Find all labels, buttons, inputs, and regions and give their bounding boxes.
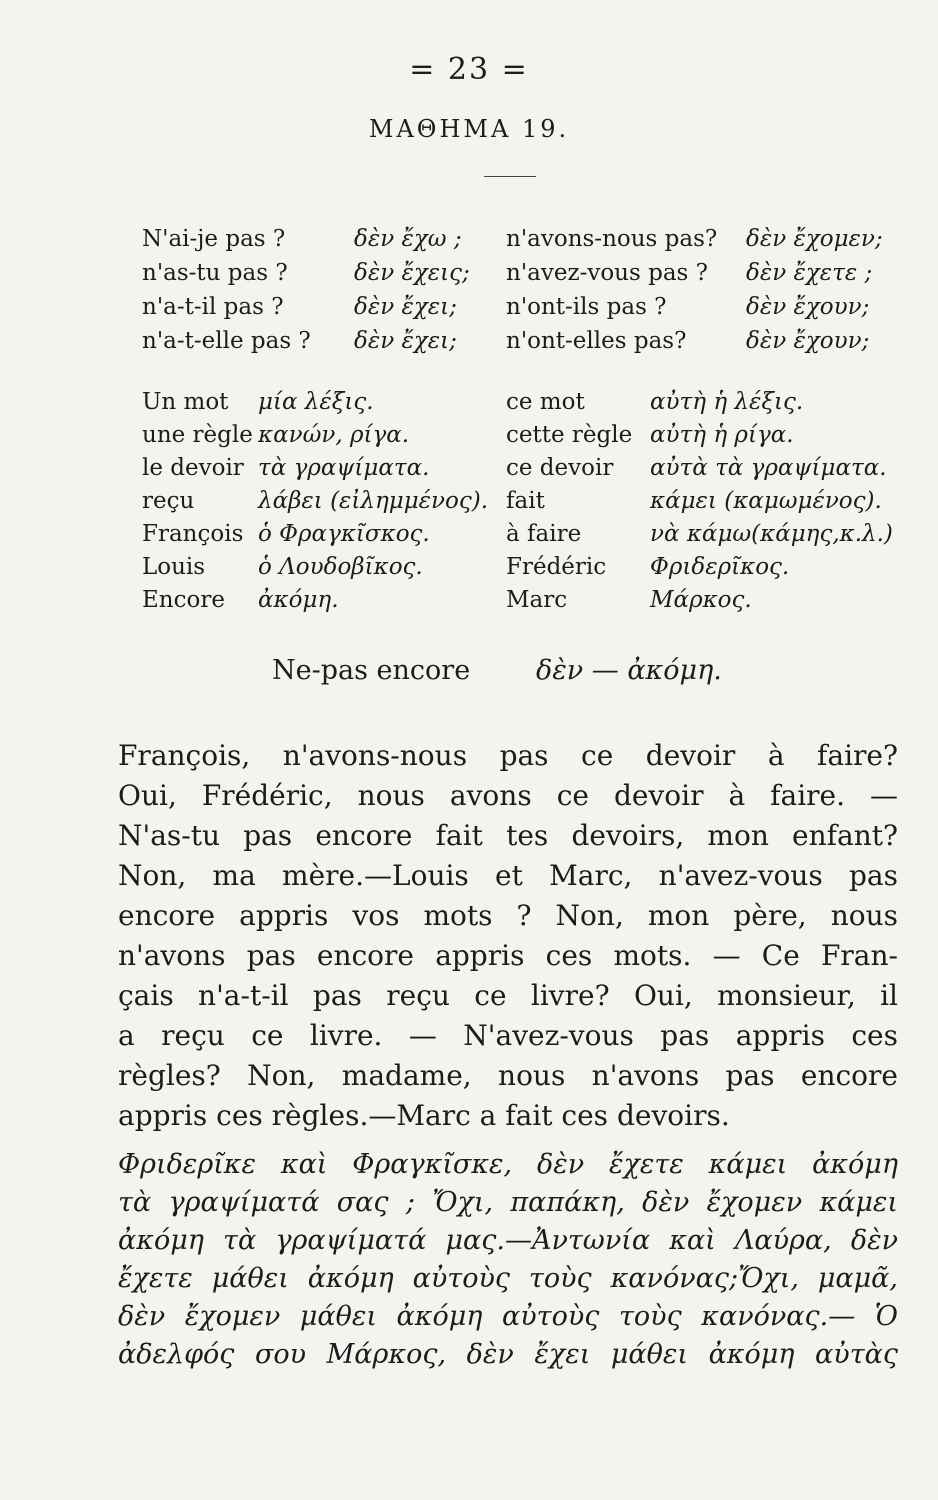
vocab-row (142, 485, 902, 518)
gr-word: κάμει (καμωμένος). (650, 488, 882, 514)
fr-singular: n'a-t-elle pas ? (142, 328, 311, 354)
fr-plural: n'ont-ils pas ? (506, 294, 667, 320)
fr-word: le devoir (142, 455, 244, 481)
fr-word: Un mot (142, 389, 229, 415)
text-line: τὰ γραψίματά σας ; Ὄχι, παπάκη, δὲν ἔχομεν κάμει (118, 1187, 898, 1218)
gr-word: τὰ γραψίματα. (258, 455, 430, 481)
text-line: n'avons pas encore appris ces mots. — Ce Fran- (118, 939, 898, 972)
gr-word: λάβει (εἰλημμένος). (258, 488, 488, 514)
text-line: N'as-tu pas encore fait tes devoirs, mon enfant? (118, 819, 898, 852)
text-line: ἀδελφός σου Μάρκος, δὲν ἔχει μάθει ἀκόμη αὐτὰς (118, 1339, 898, 1370)
gr-word: αὐτὰ τὰ γραψίματα. (650, 455, 887, 481)
fr-word: une règle (142, 422, 253, 448)
vocab-row (142, 584, 902, 617)
vocab-row (142, 419, 902, 452)
gr-word: ἀκόμη. (258, 587, 339, 613)
text-line: a reçu ce livre. — N'avez-vous pas appris ces (118, 1019, 898, 1052)
text-line: δὲν ἔχομεν μάθει ἀκόμη αὐτοὺς τοὺς κανόνας.— Ὁ (118, 1301, 898, 1332)
fr-word: Louis (142, 554, 206, 580)
conjugation-row (142, 256, 902, 290)
fr-singular: N'ai-je pas ? (142, 226, 286, 252)
gr-word: νὰ κάμω(κάμης,κ.λ.) (650, 521, 893, 547)
text-line: çais n'a-t-il pas reçu ce livre? Oui, monsieur, il (118, 979, 898, 1012)
conjugation-row (142, 222, 902, 256)
fr-word: ce mot (506, 389, 585, 415)
vocab-row (142, 518, 902, 551)
gr-singular: δὲν ἔχω ; (354, 226, 462, 252)
fr-word: ce devoir (506, 455, 614, 481)
gr-word: Φριδερῖκος. (650, 554, 790, 580)
text-line: François, n'avons-nous pas ce devoir à faire? (118, 739, 898, 772)
fr-word: reçu (142, 488, 195, 514)
text-line: Non, ma mère.—Louis et Marc, n'avez-vous pas (118, 859, 898, 892)
gr-plural: δὲν ἔχετε ; (746, 260, 873, 286)
fr-word: Marc (506, 587, 568, 613)
fr-word: fait (506, 488, 545, 514)
fr-plural: n'ont-elles pas? (506, 328, 687, 354)
fr-singular: n'as-tu pas ? (142, 260, 288, 286)
title-divider (484, 176, 536, 177)
ne-pas-french: Ne-pas encore (272, 655, 471, 686)
gr-singular: δὲν ἔχει; (354, 294, 457, 320)
gr-plural: δὲν ἔχουν; (746, 328, 870, 354)
vocabulary-table (142, 386, 902, 617)
text-line: règles? Non, madame, nous n'avons pas encore (118, 1059, 898, 1092)
fr-plural: n'avons-nous pas? (506, 226, 718, 252)
gr-word: αὐτὴ ἡ λέξις. (650, 389, 804, 415)
conjugation-row (142, 324, 902, 358)
gr-singular: δὲν ἔχει; (354, 328, 457, 354)
fr-word: Encore (142, 587, 225, 613)
fr-word: à faire (506, 521, 582, 547)
gr-plural: δὲν ἔχουν; (746, 294, 870, 320)
gr-singular: δὲν ἔχεις; (354, 260, 470, 286)
fr-word: Frédéric (506, 554, 607, 580)
greek-exercise (118, 1146, 898, 1374)
gr-word: κανών, ρίγα. (258, 422, 410, 448)
page-number: = 23 = (409, 52, 529, 87)
fr-word: François (142, 521, 244, 547)
conjugation-row (142, 290, 902, 324)
french-exercise (118, 736, 898, 1136)
conjugation-table (142, 222, 902, 358)
text-line: encore appris vos mots ? Non, mon père, nous (118, 899, 898, 932)
gr-word: μία λέξις. (258, 389, 374, 415)
text-line: ἔχετε μάθει ἀκόμη αὐτοὺς τοὺς κανόνας;Ὄχι, μαμᾶ, (118, 1263, 898, 1294)
ne-pas-greek: δὲν — ἀκόμη. (536, 655, 722, 686)
gr-word: ὁ Λουδοβῖκος. (258, 554, 423, 580)
fr-plural: n'avez-vous pas ? (506, 260, 708, 286)
vocab-row (142, 551, 902, 584)
lesson-title: ΜΑΘΗΜΑ 19. (368, 115, 570, 143)
gr-word: Μάρκος. (650, 587, 752, 613)
text-line: Oui, Frédéric, nous avons ce devoir à faire. — (118, 779, 898, 812)
text-line: ἀκόμη τὰ γραψίματά μας.—Ἀντωνία καὶ Λαύρα, δὲν (118, 1225, 898, 1256)
gr-word: ὁ Φραγκῖσκος. (258, 521, 430, 547)
fr-word: cette règle (506, 422, 633, 448)
gr-plural: δὲν ἔχομεν; (746, 226, 883, 252)
text-line: Φριδερῖκε καὶ Φραγκῖσκε, δὲν ἔχετε κάμει ἀκόμη (118, 1149, 898, 1180)
fr-singular: n'a-t-il pas ? (142, 294, 284, 320)
vocab-row (142, 386, 902, 419)
text-line: appris ces règles.—Marc a fait ces devoirs. (118, 1099, 730, 1132)
vocab-row (142, 452, 902, 485)
gr-word: αὐτὴ ἡ ρίγα. (650, 422, 794, 448)
ne-pas-rule (272, 655, 722, 686)
